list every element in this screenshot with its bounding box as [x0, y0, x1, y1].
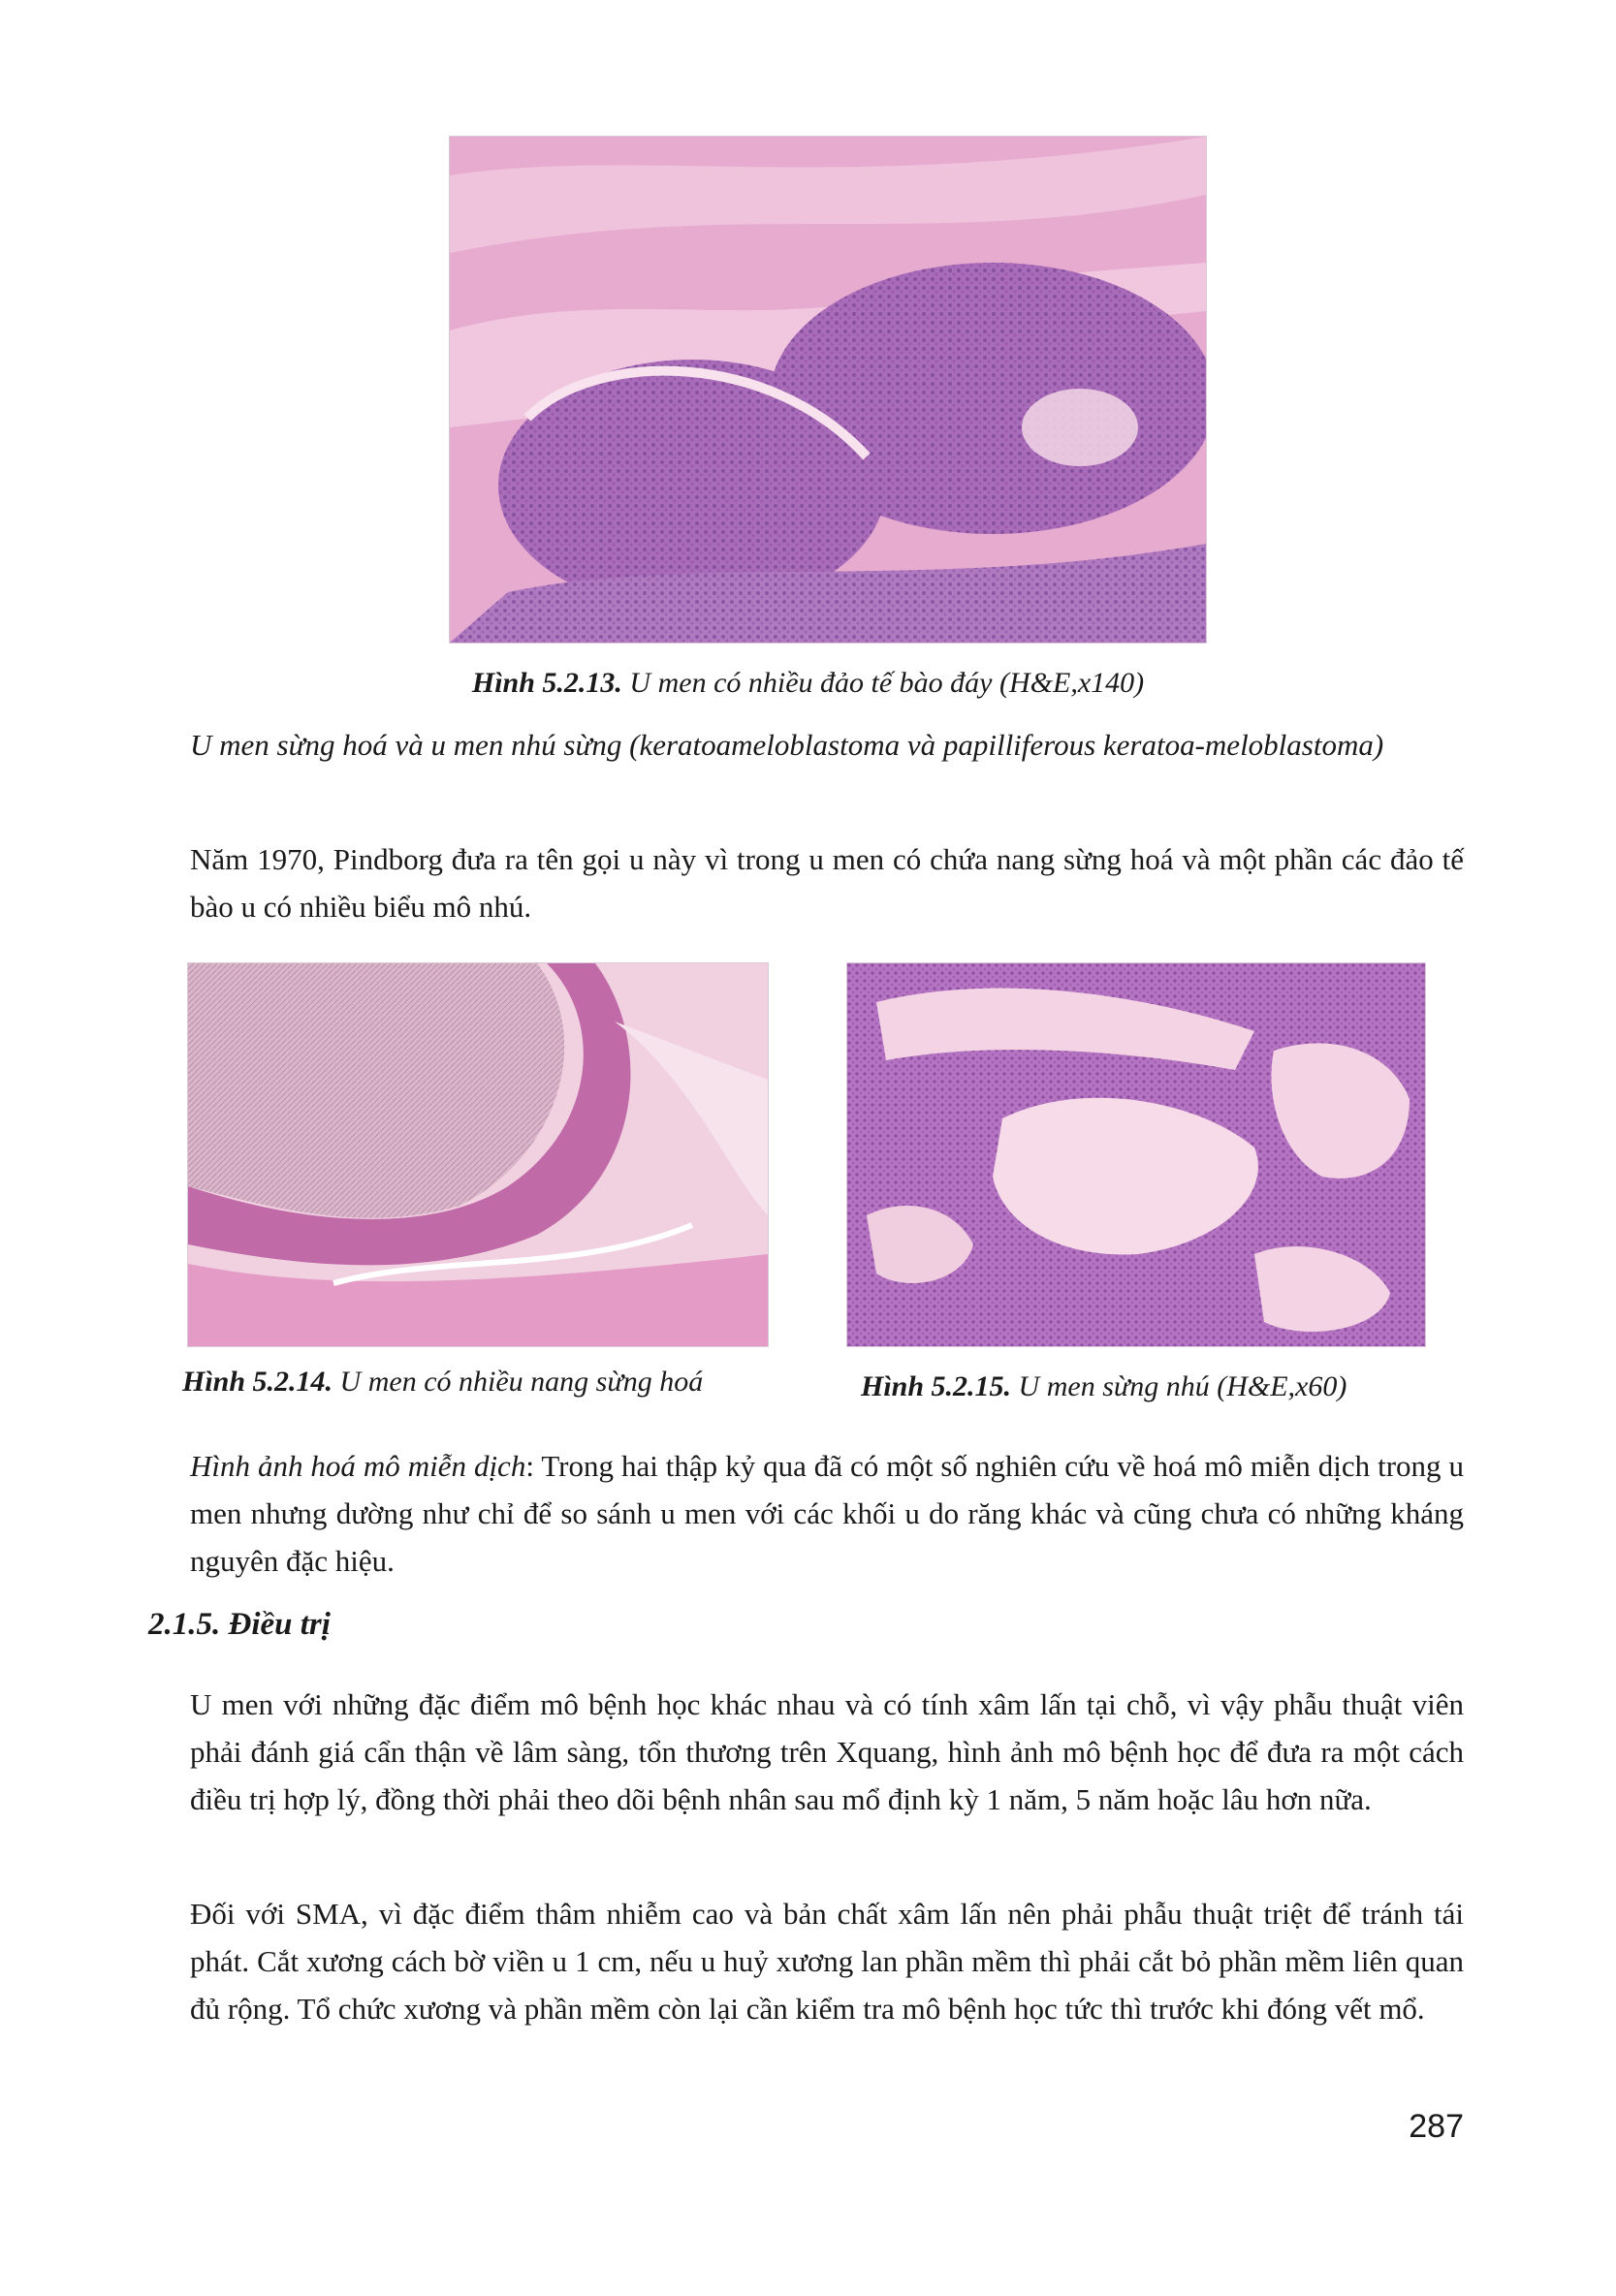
figure-5-2-14-caption — [182, 1366, 703, 1399]
figure-5-2-15 — [846, 962, 1426, 1347]
caption-text: U men sừng nhú (H&E,x60) — [1011, 1370, 1347, 1402]
figure-5-2-15-caption — [861, 1370, 1347, 1403]
caption-label: Hình 5.2.14. — [182, 1366, 333, 1398]
immunohistochemistry-text: : Trong hai thập kỷ qua đã có một số nghiên cứu về hoá mô miễn dịch trong u men nhưng dường như chỉ để so sánh u men với các khối u do răng khác và cũng chưa có những kháng nguyên đặc hiệu. — [190, 1449, 1464, 1578]
caption-text: U men có nhiều đảo tế bào đáy (H&E,x140) — [621, 667, 1145, 699]
keratoameloblastoma-title: U men sừng hoá và u men nhú sừng (keratoameloblastoma và papilliferous keratoa-meloblastoma) — [190, 728, 1384, 762]
figure-5-2-13-caption — [0, 667, 1616, 700]
treatment-paragraph-2: Đối với SMA, vì đặc điểm thâm nhiễm cao và bản chất xâm lấn nên phải phẫu thuật triệt để tránh tái phát. Cắt xương cách bờ viền u 1 cm, nếu u huỷ xương lan phần mềm thì phải cắt bỏ phần mềm liên quan đủ rộng. Tổ chức xương và phần mềm còn lại cần kiểm tra mô bệnh học tức thì trước khi đóng vết mổ. — [190, 1897, 1464, 2026]
caption-label: Hình 5.2.15. — [861, 1370, 1012, 1402]
keratoameloblastoma-body: Năm 1970, Pindborg đưa ra tên gọi u này vì trong u men có chứa nang sừng hoá và một phần các đảo tế bào u có nhiều biểu mô nhú. — [190, 842, 1464, 924]
page-number: 287 — [1409, 2108, 1464, 2145]
caption-label: Hình 5.2.13. — [471, 667, 622, 699]
histology-papillary-keratosis-image — [847, 963, 1425, 1346]
immunohistochemistry-label: Hình ảnh hoá mô miễn dịch — [190, 1449, 526, 1483]
caption-text: U men có nhiều nang sừng hoá — [333, 1366, 704, 1398]
treatment-paragraph-1: U men với những đặc điểm mô bệnh học khác nhau và có tính xâm lấn tại chỗ, vì vậy phẫu thuật viên phải đánh giá cẩn thận về lâm sàng, tổn thương trên Xquang, hình ảnh mô bệnh học để đưa ra một cách điều trị hợp lý, đồng thời phải theo dõi bệnh nhân sau mổ định kỳ 1 năm, 5 năm hoặc lâu hơn nữa. — [190, 1687, 1464, 1816]
histology-keratin-cysts-image — [188, 963, 768, 1346]
section-heading-treatment: 2.1.5. Điều trị — [148, 1607, 331, 1642]
immunohistochemistry-paragraph — [190, 1442, 1464, 1585]
histology-basal-cell-islands-image — [450, 137, 1206, 643]
figure-5-2-13 — [449, 136, 1207, 644]
figure-5-2-14 — [187, 962, 769, 1347]
